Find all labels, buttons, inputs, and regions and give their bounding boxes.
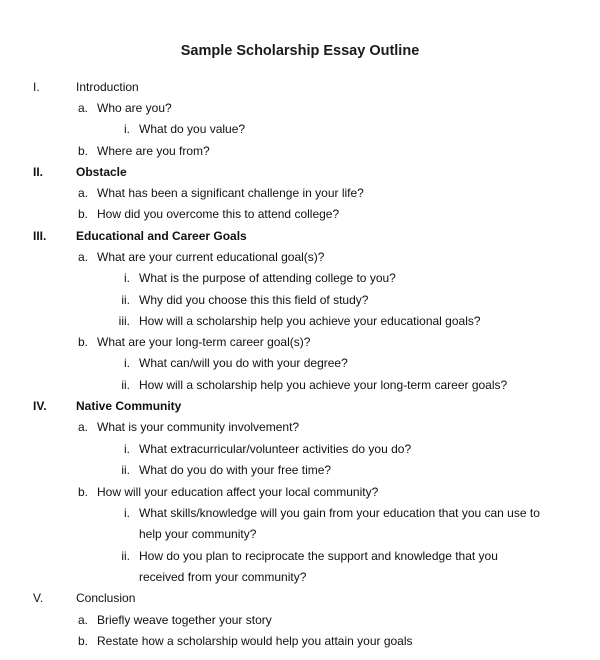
outline-subitem-continuation: help your community? <box>139 527 257 541</box>
section-number: III. <box>33 229 47 243</box>
outline-subitem: What do you value? <box>139 122 246 136</box>
item-letter: a. <box>77 250 88 264</box>
item-roman: ii. <box>121 293 130 307</box>
item-roman: iii. <box>118 314 130 328</box>
section-number: IV. <box>33 399 47 413</box>
outline-item: What are your current educational goal(s)? <box>97 250 325 264</box>
outline-subitem-continuation: received from your community? <box>139 570 307 584</box>
item-letter: b. <box>77 144 88 158</box>
outline-subitem: What do you do with your free time? <box>139 463 332 477</box>
item-roman: i. <box>124 271 130 285</box>
item-roman: ii. <box>121 378 130 392</box>
outline-subitem: What extracurricular/volunteer activities do you do? <box>139 442 412 456</box>
section-number: II. <box>33 165 44 179</box>
outline-item: Restate how a scholarship would help you attain your goals <box>97 634 413 648</box>
item-roman: i. <box>124 356 130 370</box>
outline-subitem: How will a scholarship help you achieve your educational goals? <box>139 314 481 328</box>
outline-item: What has been a significant challenge in your life? <box>97 186 364 200</box>
outline-subitem: How do you plan to reciprocate the support and knowledge that you <box>139 549 498 563</box>
outline-item: Briefly weave together your story <box>97 613 272 627</box>
outline-subitem: What skills/knowledge will you gain from your education that you can use to <box>139 506 540 520</box>
outline-subitem: Why did you choose this this field of study? <box>139 293 369 307</box>
outline-item: What are your long-term career goal(s)? <box>97 335 311 349</box>
document-title: Sample Scholarship Essay Outline <box>180 43 420 59</box>
item-letter: b. <box>77 485 88 499</box>
item-letter: a. <box>77 613 88 627</box>
item-roman: i. <box>124 442 130 456</box>
item-roman: ii. <box>121 549 130 563</box>
item-letter: a. <box>77 101 88 115</box>
outline-item: Who are you? <box>97 101 172 115</box>
item-roman: i. <box>124 122 130 136</box>
outline-item: What is your community involvement? <box>97 420 300 434</box>
section-heading-educational-career-goals: Educational and Career Goals <box>76 229 247 243</box>
outline-item: Where are you from? <box>97 144 210 158</box>
item-letter: b. <box>77 634 88 648</box>
item-roman: i. <box>124 506 130 520</box>
outline-subitem: What can/will you do with your degree? <box>139 356 348 370</box>
section-heading-native-community: Native Community <box>76 399 182 413</box>
section-number: I. <box>33 80 40 94</box>
item-letter: a. <box>77 420 88 434</box>
outline-subitem: How will a scholarship help you achieve your long-term career goals? <box>139 378 508 392</box>
section-heading-obstacle: Obstacle <box>76 165 127 179</box>
item-letter: a. <box>77 186 88 200</box>
section-number: V. <box>33 591 44 605</box>
item-letter: b. <box>77 335 88 349</box>
item-roman: ii. <box>121 463 130 477</box>
outline-subitem: What is the purpose of attending college to you? <box>139 271 396 285</box>
item-letter: b. <box>77 207 88 221</box>
section-heading-introduction: Introduction <box>76 80 139 94</box>
section-heading-conclusion: Conclusion <box>76 591 136 605</box>
outline-item: How will your education affect your local community? <box>97 485 379 499</box>
outline-item: How did you overcome this to attend college? <box>97 207 340 221</box>
